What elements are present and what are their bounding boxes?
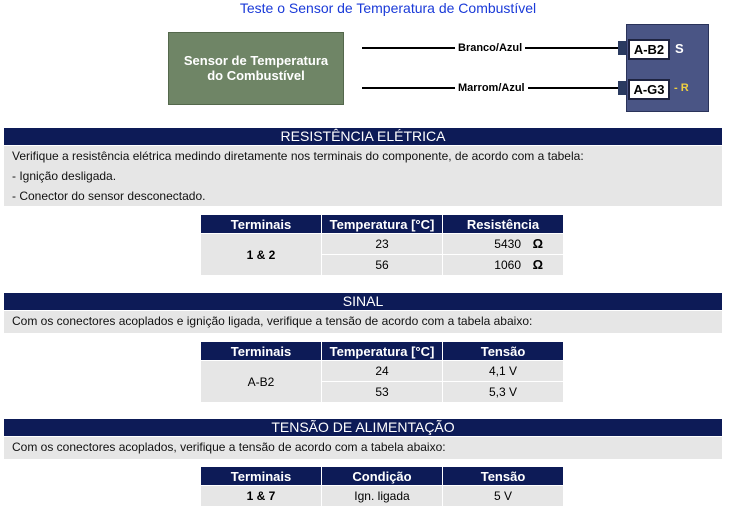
resistance-table (200, 214, 564, 276)
ecu-label-signal: S (675, 41, 684, 56)
table-row (201, 486, 564, 507)
temperature-cell: 56 (322, 255, 443, 276)
section-body-resistance (4, 146, 722, 206)
section-header-signal: SINAL (4, 293, 722, 310)
instruction-text: - Conector do sensor desconectado. (12, 189, 206, 203)
resistance-value: 1060 (494, 258, 521, 272)
temperature-cell: 23 (322, 234, 443, 255)
page-title: Teste o Sensor de Temperatura de Combustível (239, 0, 537, 16)
sensor-name-line1: Sensor de Temperatura (183, 53, 329, 68)
ohm-symbol: Ω (532, 257, 543, 272)
table-row (201, 234, 564, 255)
resistance-cell (443, 255, 564, 276)
instruction-text: Verifique a resistência elétrica medindo diretamente nos terminais do componente, de acordo com a tabela: (12, 149, 584, 163)
instruction-text: - Ignição desligada. (12, 169, 117, 183)
terminal-cell: 1 & 2 (201, 234, 322, 276)
column-header: Tensão (443, 342, 564, 361)
instruction-text: Com os conectores acoplados, verifique a tensão de acordo com a tabela abaixo: (12, 440, 446, 454)
voltage-cell: 4,1 V (443, 361, 564, 382)
resistance-value: 5430 (494, 237, 521, 251)
instruction-text: Com os conectores acoplados e ignição ligada, verifique a tensão de acordo com a tabela abaixo: (12, 314, 533, 328)
sensor-pin-1: 1 (350, 42, 356, 53)
table-row (201, 361, 564, 382)
column-header: Temperatura [°C] (322, 342, 443, 361)
ecu-pin-a-b2: A-B2 (628, 39, 670, 60)
column-header: Resistência (443, 215, 564, 234)
column-header: Terminais (201, 342, 322, 361)
wire-2-color-label: Marrom/Azul (455, 82, 528, 94)
ohm-symbol: Ω (532, 236, 543, 251)
connector-tab-2 (618, 81, 626, 95)
connector-tab-1 (618, 41, 626, 55)
column-header: Tensão (443, 467, 564, 486)
column-header: Condição (322, 467, 443, 486)
sensor-box (168, 32, 344, 105)
condition-cell: Ign. ligada (322, 486, 443, 507)
column-header: Terminais (201, 215, 322, 234)
section-body-supply (4, 437, 722, 459)
signal-table (200, 341, 564, 403)
sensor-pin-2: 2 (350, 82, 356, 93)
terminal-cell: 1 & 7 (201, 486, 322, 507)
supply-table (200, 466, 564, 507)
wiring-diagram (0, 0, 730, 120)
temperature-cell: 24 (322, 361, 443, 382)
temperature-cell: 53 (322, 382, 443, 403)
voltage-cell: 5,3 V (443, 382, 564, 403)
column-header: Temperatura [°C] (322, 215, 443, 234)
voltage-cell: 5 V (443, 486, 564, 507)
section-header-resistance: RESISTÊNCIA ELÉTRICA (4, 128, 722, 145)
wire-1-color-label: Branco/Azul (455, 42, 525, 54)
resistance-cell (443, 234, 564, 255)
column-header: Terminais (201, 467, 322, 486)
terminal-cell: A-B2 (201, 361, 322, 403)
sensor-name-line2: do Combustível (207, 68, 305, 83)
ecu-pin-a-g3: A-G3 (628, 79, 670, 100)
ecu-label-reference: - R (674, 82, 689, 94)
section-body-signal (4, 311, 722, 333)
section-header-supply: TENSÃO DE ALIMENTAÇÃO (4, 419, 722, 436)
